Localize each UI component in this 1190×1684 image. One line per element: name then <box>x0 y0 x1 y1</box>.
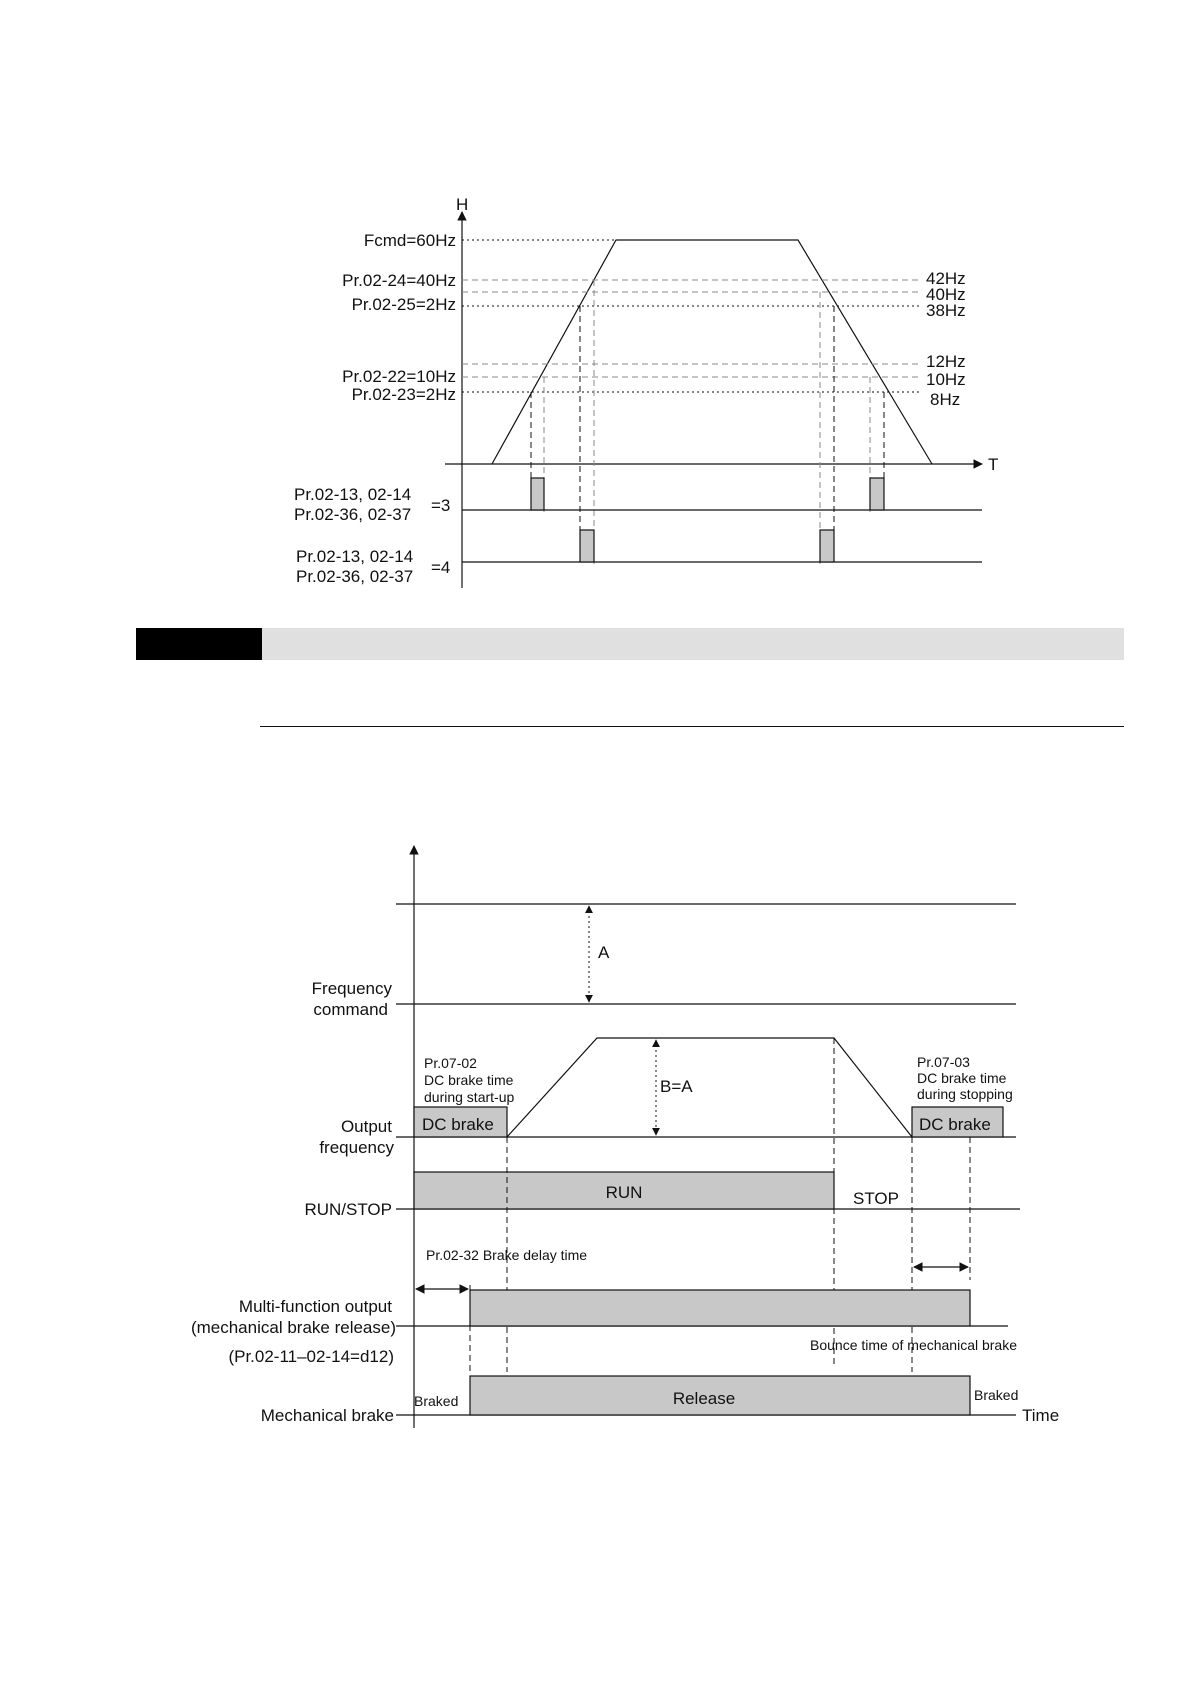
label-42hz: 42Hz <box>926 269 966 288</box>
bounce-label: Bounce time of mechanical brake <box>810 1337 1017 1353</box>
freq-cmd-line1: Frequency <box>311 979 392 998</box>
label-10hz: 10Hz <box>926 370 966 389</box>
label-38hz: 38Hz <box>926 301 966 320</box>
frequency-threshold-diagram <box>294 195 998 588</box>
label-40hz: 40Hz <box>926 285 966 304</box>
time-label: Time <box>1022 1406 1060 1425</box>
release-text: Release <box>672 1389 736 1408</box>
mfo-label-line1: Multi-function output <box>238 1297 392 1316</box>
h-axis-label: H <box>456 195 469 214</box>
freq-cmd-line2: command <box>313 1000 388 1019</box>
signal1-value: =3 <box>431 496 451 515</box>
output-freq-line2: frequency <box>319 1138 394 1157</box>
label-12hz: 12Hz <box>926 352 966 371</box>
signal2-label-line1: Pr.02-13, 02-14 <box>296 547 414 566</box>
label-p0224: Pr.02-24=40Hz <box>342 271 456 290</box>
mfo-label-line2: (mechanical brake release) <box>190 1318 396 1337</box>
dc-start-line1: Pr.07-02 <box>424 1055 477 1071</box>
braked-right-text: Braked <box>974 1387 1019 1403</box>
signal2-value: =4 <box>431 558 451 577</box>
stop-text: STOP <box>853 1189 899 1208</box>
signal1-label-line1: Pr.02-13, 02-14 <box>294 485 412 504</box>
dc-brake-timing-diagram <box>191 846 1059 1428</box>
frequency-curve <box>492 240 932 464</box>
label-fcmd: Fcmd=60Hz <box>363 231 456 250</box>
dc-stop-line1: Pr.07-03 <box>917 1054 970 1070</box>
dc-stop-line3: during stopping <box>917 1086 1013 1102</box>
signal1-pulse-decel <box>870 478 884 510</box>
label-p0225: Pr.02-25=2Hz <box>351 295 456 314</box>
output-frequency-curve <box>507 1038 912 1137</box>
t-axis-label: T <box>988 455 999 474</box>
braked-left-text: Braked <box>414 1393 459 1409</box>
dc-brake-start-text: DC brake <box>422 1115 494 1134</box>
dc-start-line3: during start-up <box>424 1089 515 1105</box>
output-freq-line1: Output <box>340 1117 392 1136</box>
b-label: B=A <box>660 1077 693 1096</box>
run-stop-label: RUN/STOP <box>304 1200 392 1219</box>
mech-brake-label: Mechanical brake <box>260 1406 394 1425</box>
a-label: A <box>598 943 610 962</box>
dc-start-line2: DC brake time <box>424 1072 514 1088</box>
dc-stop-line2: DC brake time <box>917 1070 1007 1086</box>
run-text: RUN <box>605 1183 643 1202</box>
signal2-label-line2: Pr.02-36, 02-37 <box>296 567 414 586</box>
mfo-label-line3: (Pr.02-11–02-14=d12) <box>228 1347 394 1366</box>
label-8hz: 8Hz <box>930 390 961 409</box>
signal1-pulse-accel <box>531 478 544 510</box>
signal2-pulse-accel <box>580 530 594 562</box>
dc-brake-stop-text: DC brake <box>919 1115 991 1134</box>
label-p0223: Pr.02-23=2Hz <box>351 385 456 404</box>
signal2-pulse-decel <box>820 530 834 562</box>
mfo-release-box <box>470 1290 970 1326</box>
brake-delay-label: Pr.02-32 Brake delay time <box>426 1247 588 1263</box>
label-p0222: Pr.02-22=10Hz <box>342 367 456 386</box>
signal1-label-line2: Pr.02-36, 02-37 <box>294 505 412 524</box>
